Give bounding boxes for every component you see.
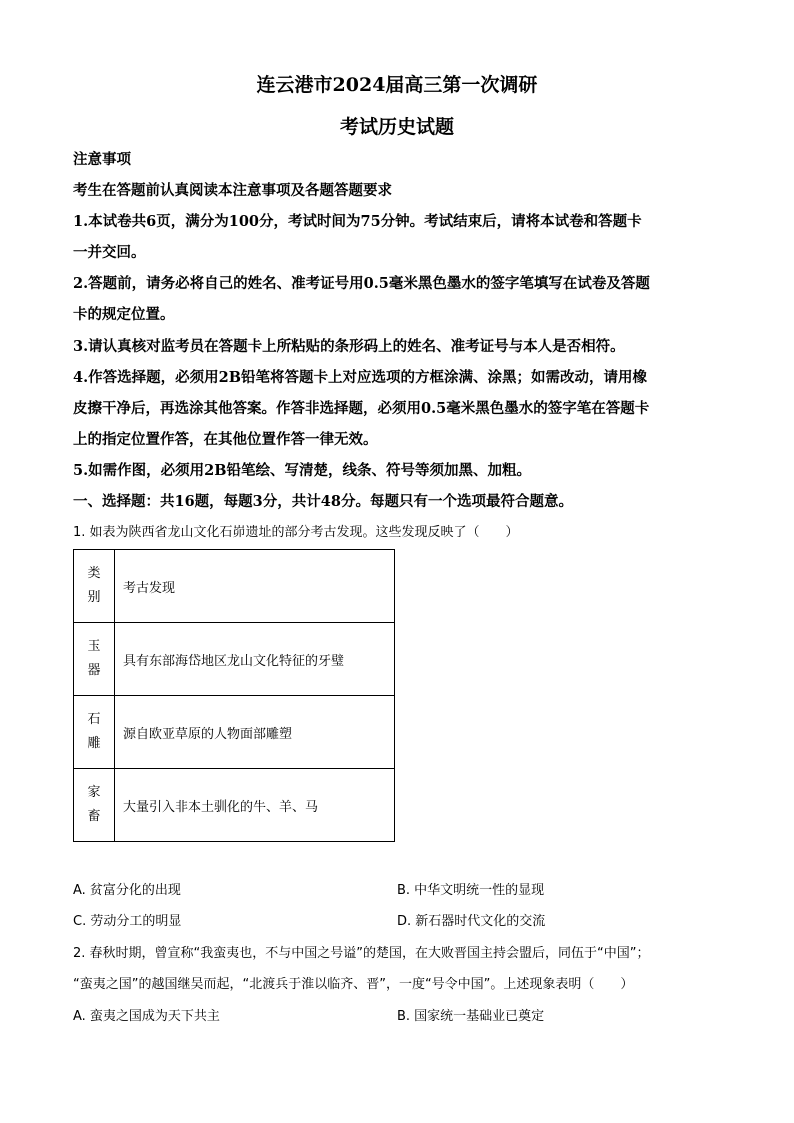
exam-title: 连云港市2024届高三第一次调研 <box>256 74 538 96</box>
notice-line: 3.请认真核对监考员在答题卡上所粘贴的条形码上的姓名、准考证号与本人是否相符。 <box>73 338 625 355</box>
notice-line: 2.答题前，请务必将自己的姓名、准考证号用0.5毫米黑色墨水的签字笔填写在试卷及答题 <box>73 275 650 292</box>
q1-option-d: D. 新石器时代文化的交流 <box>397 914 546 929</box>
question-2-stem-line2: “蛮夷之国”的越国继吴而起，“北渡兵于淮以临齐、晋”，一度“号令中国”。上述现象表明（ ） <box>73 977 634 992</box>
category-label: 类别 <box>87 566 101 605</box>
notice-intro: 考生在答题前认真阅读本注意事项及各题答题要求 <box>73 182 392 199</box>
category-label: 石雕 <box>87 712 101 751</box>
category-label: 玉器 <box>87 639 101 678</box>
table-header-description: 考古发现 <box>115 550 395 623</box>
q2-option-a: A. 蛮夷之国成为天下共主 <box>73 1009 220 1024</box>
notice-line: 5.如需作图，必须用2B铅笔绘、写清楚，线条、符号等须加黑、加粗。 <box>73 462 531 479</box>
question-2-stem-line1: 2. 春秋时期，曾宣称“我蛮夷也，不与中国之号谥”的楚国，在大败晋国主持会盟后，同伍于“中国”； <box>73 946 650 961</box>
q2-option-b: B. 国家统一基础业已奠定 <box>397 1009 545 1024</box>
table-cell-description: 源自欧亚草原的人物面部雕塑 <box>115 696 395 769</box>
question-1-stem: 1. 如表为陕西省龙山文化石峁遗址的部分考古发现。这些发现反映了（ ） <box>73 525 519 540</box>
notice-line: 4.作答选择题，必须用2B铅笔将答题卡上对应选项的方框涂满、涂黑；如需改动，请用橡 <box>73 369 647 386</box>
notice-line: 一并交回。 <box>73 244 146 261</box>
q1-option-c: C. 劳动分工的明显 <box>73 914 182 929</box>
findings-table <box>73 549 395 842</box>
section-heading: 一、选择题：共16题，每题3分，共计48分。每题只有一个选项最符合题意。 <box>73 493 573 510</box>
notice-line: 上的指定位置作答，在其他位置作答一律无效。 <box>73 431 378 448</box>
notice-line: 皮擦干净后，再选涂其他答案。作答非选择题，必须用0.5毫米黑色墨水的签字笔在答题卡 <box>73 400 650 417</box>
table-row <box>74 696 395 769</box>
category-label: 家畜 <box>87 785 101 824</box>
q1-option-b: B. 中华文明统一性的显现 <box>397 883 545 898</box>
table-header-row <box>74 550 395 623</box>
table-cell-description: 大量引入非本土驯化的牛、羊、马 <box>115 769 395 842</box>
notice-heading: 注意事项 <box>73 151 131 168</box>
table-cell-category <box>74 769 115 842</box>
table-cell-description: 具有东部海岱地区龙山文化特征的牙璧 <box>115 623 395 696</box>
table-row <box>74 769 395 842</box>
q1-option-a: A. 贫富分化的出现 <box>73 883 181 898</box>
notice-line: 卡的规定位置。 <box>73 306 175 323</box>
table-header-category <box>74 550 115 623</box>
table-cell-category <box>74 623 115 696</box>
table-cell-category <box>74 696 115 769</box>
exam-subtitle: 考试历史试题 <box>339 116 454 138</box>
notice-line: 1.本试卷共6页，满分为100分，考试时间为75分钟。考试结束后，请将本试卷和答题卡 <box>73 213 642 230</box>
table-row <box>74 623 395 696</box>
